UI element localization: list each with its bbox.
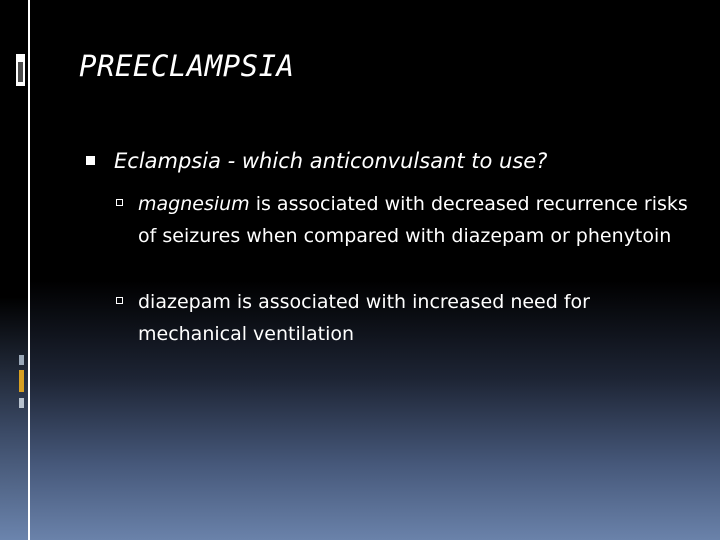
accent-bar-light — [19, 398, 24, 408]
accent-bar-grey — [19, 355, 24, 365]
sub-bullet-1-emphasis: magnesium — [138, 193, 250, 215]
sub-bullet-1 — [116, 188, 696, 252]
left-decorative-strip — [0, 0, 30, 540]
sub-bullet-1-text — [138, 188, 696, 252]
slide-title: PREECLAMPSIA — [79, 49, 295, 83]
sub-bullet-1-rest: is associated with decreased recurrence risks of seizures when compared with diazepam or phenytoin — [138, 193, 688, 247]
accent-bar-gold — [19, 370, 24, 392]
left-edge-line — [28, 0, 30, 540]
bullet-level1-text: Eclampsia - which anticonvulsant to use? — [114, 149, 548, 173]
sub-bullet-2-text: diazepam is associated with increased need for mechanical ventilation — [138, 291, 590, 345]
title-marker-inner — [18, 62, 23, 82]
bullet-level1 — [86, 147, 706, 175]
hollow-square-bullet-icon — [116, 297, 123, 304]
filled-square-bullet-icon — [86, 156, 95, 165]
hollow-square-bullet-icon — [116, 199, 123, 206]
sub-bullet-2 — [116, 286, 696, 350]
